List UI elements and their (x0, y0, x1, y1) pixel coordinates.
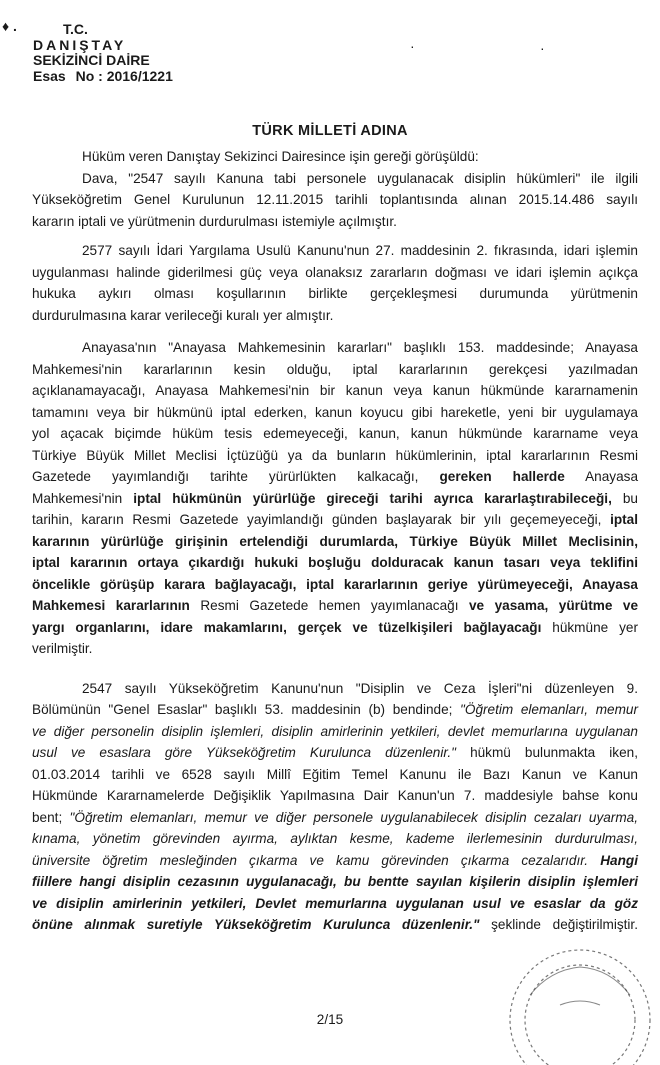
bold-span: yargı organlarını, idare makamlarını, gerçek ve tüzelkişileri bağlayacağı (32, 619, 542, 635)
italic-span: "Öğretim elemanları, memur ve diğer personele uygulanabilecek disiplin cezaları uyarma, (69, 809, 638, 825)
header-tc: T.C. (63, 21, 88, 37)
paragraph-1 (32, 146, 638, 168)
text-line: 2547 sayılı Yükseköğretim Kanunu'nun "Disiplin ve Ceza İşleri"ni düzenleyen 9. (82, 680, 638, 696)
scan-speck: · (410, 38, 415, 54)
bold-span: Mahkemesi kararlarının (32, 598, 190, 613)
text-span: şeklinde değiştirilmiştir. (491, 917, 638, 932)
text-line: 2577 sayılı İdari Yargılama Usulü Kanunu'nun 27. maddesinin 2. fıkrasında, idari işlemin (82, 243, 638, 258)
document-title: TÜRK MİLLETİ ADINA (252, 123, 408, 139)
text-line: Türkiye Büyük Millet Meclisi İçtüzüğü ya da bunların hükümlerinin, iptal kararlarının Resmi (32, 447, 638, 463)
text-line (32, 914, 638, 936)
paragraph-2 (32, 168, 638, 233)
text-line (32, 466, 638, 488)
text-line (32, 721, 638, 743)
bold-italic-span: Hangi (600, 852, 638, 868)
paragraph-3 (32, 240, 638, 326)
text-line (32, 574, 638, 596)
text-span: Gazetede yayımlandığı tarihte yürürlükten kalkacağı, (32, 469, 419, 484)
text-line: Anayasa'nın "Anayasa Mahkemesinin kararları" başlıklı 153. maddesinde; Anayasa (82, 340, 638, 355)
text-line: Hükmünde Kararnamelerde Değişiklik Yapılmasına Dair Kanun'un 7. maddesiyle bahse konu (32, 788, 638, 803)
esas-number: No : 2016/1221 (75, 67, 173, 84)
document-body (32, 146, 638, 947)
bold-span: öncelikle görüşüp karara bağlayacağı, iptal kararlarının geriye yürümeyeceği, Anayasa (32, 576, 638, 592)
header-chamber: SEKİZİNCİ DAİRE (33, 52, 150, 68)
text-line: kararın iptali ve yürütmenin durdurulması istemiyle açılmıştır. (32, 213, 397, 229)
text-line (32, 488, 638, 510)
text-line (32, 828, 638, 850)
text-line (32, 807, 638, 829)
italic-span: ve diğer personelin disiplin işlemleri, disiplin amirlerinin yetkileri, devlet memurlarına uygulanan (32, 723, 638, 739)
text-line (32, 871, 638, 893)
text-line (32, 509, 638, 531)
official-seal-stamp (490, 935, 660, 1065)
text-line: Hüküm veren Danıştay Sekizinci Dairesince işin gereği görüşüldü: (82, 149, 479, 164)
text-span: Anayasa (585, 469, 639, 484)
italic-span: "Öğretim elemanları, memur (460, 702, 638, 717)
text-line (32, 699, 638, 721)
text-line (32, 595, 638, 617)
text-span: Bölümünün "Genel Esaslar" başlıklı 53. maddesinin (b) bendinde; (32, 702, 453, 717)
bold-span: gereken hallerde (439, 469, 565, 484)
bold-span: iptal (610, 512, 639, 527)
esas-label: Esas (33, 67, 66, 84)
text-line (32, 893, 638, 915)
text-line: verilmiştir. (32, 641, 93, 656)
paragraph-5 (32, 678, 638, 936)
page-number: 2/15 (316, 1012, 344, 1027)
italic-span: usul ve esaslara göre Yükseköğretim Kurulunca düzenlenir." (32, 745, 456, 760)
margin-mark: ♦ . (2, 18, 17, 34)
text-line (32, 742, 638, 764)
text-line (32, 850, 638, 872)
header-court: DANIŞTAY (33, 36, 127, 53)
scan-speck: · (540, 40, 545, 56)
text-line: 01.03.2014 tarihli ve 6528 sayılı Millî Eğitim Temel Kanunu ile Bazı Kanun ve Kanun (32, 766, 638, 782)
document-header (33, 22, 173, 84)
bold-italic-span: ve disiplin amirlerinin yetkileri, Devlet memurlarına uygulanan usul ve esaslar da göz (32, 895, 638, 911)
bold-span: iptal kararının ortaya çıkardığı hukuki boşluğu dolduracak kanun tasarı veya teklifini (32, 555, 638, 570)
bold-span: kararının yürürlüğe girişinin ertelendiği durumlarda, Türkiye Büyük Millet Meclisinin, (32, 533, 638, 549)
text-line (32, 531, 638, 553)
italic-span: üniversite öğretim mesleğinden çıkarma ve kamu görevinden çıkarma cezalarıdır. (32, 852, 589, 868)
bold-span: ve yasama, yürütme ve (469, 598, 639, 613)
paragraph-4 (32, 337, 638, 660)
bold-span: iptal hükmünün yürürlüğe gireceği tarihi ayrıca kararlaştırabileceği, (133, 490, 612, 506)
text-line: uygulanması halinde giderilmesi güç veya olanaksız zararların doğması ve idari işlemin açıkça (32, 264, 638, 280)
text-line (32, 552, 638, 574)
text-line (32, 617, 638, 639)
text-line: hukuka aykırı olması koşullarının birlikte gerçekleşmesi durumunda yürütmenin (32, 286, 638, 301)
text-line: Dava, "2547 sayılı Kanuna tabi personele uygulanacak disiplin hükümleri" ile ilgili (82, 170, 638, 186)
text-span: Resmi Gazetede hemen yayımlanacağı (200, 598, 459, 613)
text-span: bu (622, 490, 638, 506)
text-span: hükmüne yer (552, 619, 638, 635)
text-span: tarihin, kararın Resmi Gazetede yayimlandığı günden başlayarak bir yılı geçemeyeceği, (32, 512, 602, 527)
text-span: hükmü bulunmakta iken, (470, 745, 638, 760)
bold-italic-span: önüne alınmak suretiyle Yükseköğretim Kurulunca düzenlenir." (32, 917, 480, 932)
text-line: açıklanamayacağı, Anayasa Mahkemesi'nin bir kanun veya kanun hükmünde kararnamenin (32, 383, 638, 398)
italic-span: kınama, yönetim görevinden ayırma, aylıktan kesme, kademe ilerlemesinin durdurulması, (32, 831, 638, 846)
text-line: tamamını veya bir hükmünü iptal ederken, kanun koyucu gibi hareketle, yeni bir uygulamaya (32, 404, 638, 420)
text-span: bent; (32, 809, 63, 825)
text-line: durdurulmasına karar verileceği kuralı yer almıştır. (32, 307, 334, 323)
text-span: Mahkemesi'nin (32, 490, 123, 506)
bold-italic-span: fiillere hangi disiplin cezasının uygulanacağı, bu bentte sayılan kişilerin disiplin işlemleri (32, 874, 638, 889)
text-line: yol açacak biçimde hüküm tesis edemeyeceği, kanun, kanun hükmünde kararname veya (32, 426, 638, 441)
header-esas (33, 69, 173, 85)
text-line: Mahkemesi'nin kararlarının kesin olduğu, iptal kararlarının gerekçesi yazılmadan (32, 361, 638, 377)
text-line: Yükseköğretim Genel Kurulunun 12.11.2015 tarihli toplantısında alınan 2015.14.486 sayılı (32, 192, 638, 207)
